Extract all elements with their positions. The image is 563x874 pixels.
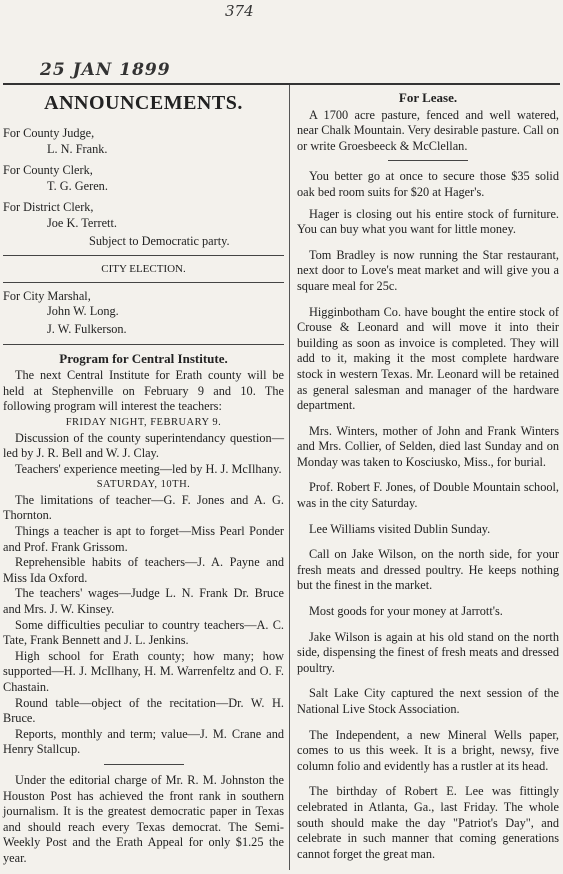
program-item: Round table—object of the recitation—Dr. W. H. Bruce. bbox=[3, 695, 284, 726]
program-item: Reports, monthly and term; value—J. M. Crane and Henry Stallcup. bbox=[3, 726, 284, 757]
city-marshal-name-2: J. W. Fulkerson. bbox=[47, 321, 127, 336]
county-judge-office: For County Judge, bbox=[3, 126, 95, 140]
program-item: The teachers' wages—Judge L. N. Frank Dr. Bruce and Mrs. J. W. Kinsey. bbox=[3, 586, 284, 617]
local-item: Most goods for your money at Jarrott's. bbox=[309, 604, 503, 619]
program-item: Discussion of the county superintendancy question—led by J. R. Bell and W. J. Clay. bbox=[3, 430, 284, 461]
short-rule bbox=[388, 160, 468, 161]
short-rule bbox=[104, 764, 184, 765]
local-item: Tom Bradley is now running the Star restaurant, next door to Love's meat market and will give you a square meal for 25c. bbox=[297, 247, 559, 293]
county-clerk-name: T. G. Geren. bbox=[47, 178, 108, 193]
page-number-handwritten: 374 bbox=[225, 2, 254, 20]
rule bbox=[3, 282, 284, 283]
county-judge-name: L. N. Frank. bbox=[47, 141, 108, 156]
program-item: Some difficulties peculiar to country teachers—A. C. Tate, Frank Bennett and J. L. Jenkins. bbox=[3, 617, 284, 648]
district-clerk-office: For District Clerk, bbox=[3, 200, 94, 215]
local-item: Jake Wilson is again at his old stand on the north side, dispensing the finest of fresh meats and dressed poultry. bbox=[297, 629, 559, 675]
program-item: High school for Erath county; how many; how supported—H. J. McIlhany, H. M. Warrenfeltz and O. F. Chastain. bbox=[3, 648, 284, 694]
local-item: Higginbotham Co. have bought the entire stock of Crouse & Leonard and will move it into their building as soon as invoice is completed. They will add to it, making it the most complete hardware stock in western Texas. Mr. Leonard will be retained as general salesman and manager of the hardware department. bbox=[297, 304, 559, 413]
subject-line: Subject to Democratic party. bbox=[89, 233, 230, 248]
friday-heading: FRIDAY NIGHT, FEBRUARY 9. bbox=[65, 416, 222, 428]
local-item: Call on Jake Wilson, on the north side, for your fresh meats and dressed poultry. He keeps nothing but the finest in the market. bbox=[297, 547, 559, 593]
lease-text: A 1700 acre pasture, fenced and well watered, near Chalk Mountain. Very desirable pasture. Call on or write Groesbeeck & McClellan. bbox=[297, 107, 559, 153]
announcements-title: ANNOUNCEMENTS. bbox=[44, 92, 243, 114]
saturday-heading: SATURDAY, 10TH. bbox=[96, 479, 191, 491]
local-item: Prof. Robert F. Jones, of Double Mountain school, was in the city Saturday. bbox=[297, 480, 559, 511]
rule bbox=[3, 255, 284, 256]
local-item: Mrs. Winters, mother of John and Frank Winters and Mrs. Collier, of Selden, died last Sunday and on Monday was taken to Kosciusko, Miss., for burial. bbox=[297, 423, 559, 469]
program-title: Program for Central Institute. bbox=[59, 350, 228, 366]
local-item: The Independent, a new Mineral Wells paper, comes to us this week. It is a bright, newsy, five column folio and evidently has a rustler at its head. bbox=[297, 727, 559, 773]
local-item: Salt Lake City captured the next session of the National Live Stock Association. bbox=[297, 686, 559, 716]
program-item: Teachers' experience meeting—led by H. J. McIlhany. bbox=[15, 461, 282, 476]
column-divider bbox=[289, 85, 290, 870]
local-item: Lee Williams visited Dublin Sunday. bbox=[309, 521, 491, 536]
city-marshal-office: For City Marshal, bbox=[3, 288, 91, 303]
top-rule bbox=[3, 83, 560, 85]
district-clerk-name: Joe K. Terrett. bbox=[47, 215, 117, 230]
city-election-heading: CITY ELECTION. bbox=[101, 263, 186, 276]
houston-post-notice: Under the editorial charge of Mr. R. M. Johnston the Houston Post has achieved the front rank in southern journalism. It is the greatest democratic paper in Texas and should reach every Texas democrat. The Semi-Weekly Post and the Erath Appeal for only $1.25 the year. bbox=[3, 772, 284, 865]
program-intro: The next Central Institute for Erath county will be held at Stephenville on February 9 and 10. The following program will interest the teachers: bbox=[3, 368, 284, 414]
local-item: The birthday of Robert E. Lee was fittingly celebrated in Atlanta, Ga., last Friday. The whole south should make the day "Patriot's Day", and celebrate in such manner that coming generations cannot forget the great man. bbox=[297, 784, 559, 861]
local-item: You better go at once to secure those $35 solid oak bed room suits for $20 at Hager's. bbox=[297, 169, 559, 199]
clip-date-handwritten: 25 JAN 1899 bbox=[40, 60, 171, 80]
county-clerk-office: For County Clerk, bbox=[3, 163, 93, 178]
lease-title: For Lease. bbox=[398, 90, 458, 105]
program-item: Reprehensible habits of teachers—J. A. Payne and Miss Ida Oxford. bbox=[3, 555, 284, 585]
program-item: The limitations of teacher—G. F. Jones and A. G. Thornton. bbox=[3, 492, 284, 523]
local-item: Hager is closing out his entire stock of furniture. You can buy what you want for little money. bbox=[297, 206, 559, 237]
right-column bbox=[297, 88, 559, 862]
city-marshal-name-1: John W. Long. bbox=[47, 304, 119, 319]
rule bbox=[3, 344, 284, 345]
left-column bbox=[3, 88, 284, 867]
program-item: Things a teacher is apt to forget—Miss Pearl Ponder and Prof. Frank Grissom. bbox=[3, 524, 284, 554]
